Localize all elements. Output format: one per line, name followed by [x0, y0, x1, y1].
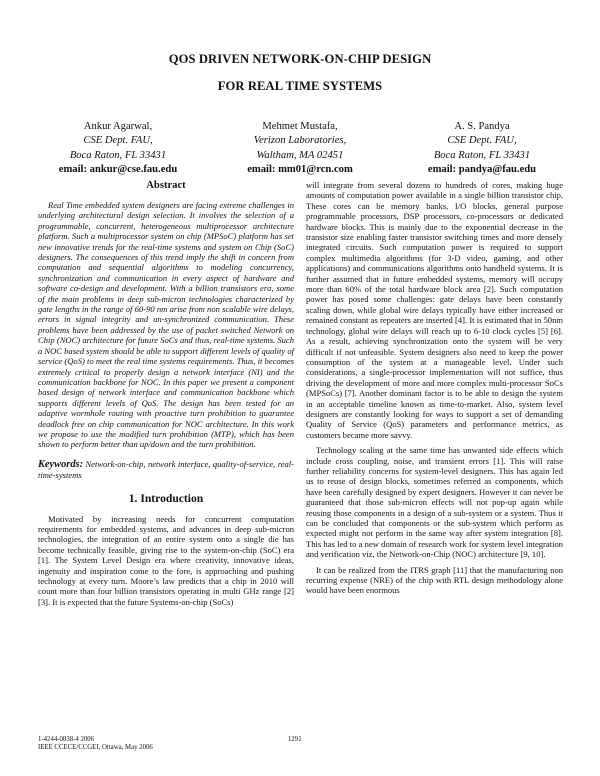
- author-location: Boca Raton, FL 33431: [433, 149, 531, 161]
- keywords: [38, 459, 294, 481]
- author-affiliation: CSE Dept. FAU,: [447, 135, 517, 147]
- right-column: [306, 180, 563, 596]
- footer-conference: IEEE CCECE/CCGEI, Ottawa, May 2006: [38, 744, 153, 752]
- author-name: A. S. Pandya: [454, 121, 510, 132]
- author-block: [28, 120, 208, 178]
- introduction-paragraph: Technology scaling at the same time has unwanted side effects which include cross coupling, noise, and transient errors [1]. This will raise further reliability concerns for system-level designers. This has again led us to reuse of design blocks, sometimes referred as components, which have been carefully designed by expert designers. However it can never be guaranteed that those sub-micron effects will not pop-up again while reusing those components in a design of a sub-system or a system. Thus it can be concluded that components or the sub-system which perform as expected might not perform in the same way after system integration [8]. This has led to a new domain of research work for system level integration and verification viz, the Network-on-Chip (NOC) architecture [9, 10].: [306, 445, 563, 560]
- introduction-paragraph: Motivated by increasing needs for concurrent computation requirements for embedded systems, and advances in deep sub-micron technologies, the integration of an entire system onto a single die has become technically feasible, giving rise to the system-on-chip (SoC) era [1]. The System Level Design era where creativity, innovative ideas, ingenuity and inspiration come to the fore, is approaching and pushing technology at every turn. Moore’s law predicts that a chip in 2010 will count more than four billion transistors operating in multi GHz range [2] [3]. It is expected that the future Systems-on-chip (SoCs): [38, 513, 294, 607]
- footer-isbn: 1-4244-0038-4 2006: [38, 736, 95, 743]
- left-column: [38, 180, 294, 607]
- paper-title-line-1: QOS DRIVEN NETWORK-ON-CHIP DESIGN: [168, 52, 432, 66]
- author-block: [392, 120, 572, 178]
- paper-title-line-2: FOR REAL TIME SYSTEMS: [217, 79, 383, 93]
- page-number: 1291: [288, 736, 302, 743]
- author-block: [210, 120, 390, 178]
- author-email: email: mm01@rcn.com: [247, 164, 353, 176]
- author-email: email: pandya@fau.edu: [427, 164, 537, 176]
- author-location: Waltham, MA 02451: [256, 149, 344, 161]
- introduction-paragraph-continued: will integrate from several dozens to hundreds of cores, making huge amounts of computation power available in a single billion transistor chip. These cores can be memory banks, I/O blocks, general purpose programmable processors, DSP processors, co-processors or dedicated hardware blocks. This is mainly due to the exponential decrease in the transistor size enabling faster transistor switching times and more densely integrated circuits. Such computation power is required to support complex multimedia algorithms (for 3-D video, gaming, and other applications) and communications algorithms onto handheld systems. It is further assumed that in future embedded systems, memory will occupy more than 60% of the total hardware block area [2]. Such computation power has posed some challenges: gate delays have been constantly scaling down, while global wire delays typically have either increased or remained constant as repeaters are inserted [4]. It is estimated that in 50nm technology, global wire delays will reach up to 6-10 clock cycles [5] [6]. As a result, achieving synchronization onto the system will be very difficult if not unfeasible. System designers also need to keep the power consumption of the system at a manageable level. Under such considerations, a single-processor implementation will not suffice, thus driving the development of more and more complex multi-processor SoCs (MPSoCs) [7]. Another dominant factor is to be able to design the system in an acceptable timeline known as time-to-market. Also, system level designers are constantly looking for ways to support a set of demanding Quality of Service (QoS) parameters and performance metrics, as customers became more savvy.: [306, 180, 563, 440]
- keywords-text: Network-on-chip, network interface, quality-of-service, real-time-systems: [38, 458, 294, 481]
- author-affiliation: CSE Dept. FAU,: [83, 135, 153, 147]
- author-name: Ankur Agarwal,: [83, 121, 153, 132]
- author-name: Mehmet Mustafa,: [262, 121, 338, 132]
- abstract-text: Real Time embedded system designers are facing extreme challenges in underlying architectural design selection. It involves the selection of a programmable, concurrent, heterogeneous multiprocessor architecture platform. Such a multiprocessor system on chip (MPSoC) platform has set new innovative trends for the real-time systems and system on Chip (SoC) designers. The consequences of this trend imply the shift in concern from computation and sequential algorithms to modeling concurrency, synchronization and communication in every aspect of hardware and software co-design and development. With a billion transistors era, some of the main problems in deep sub-micron technologies characterized by gate lengths in the range of 60-90 nm arise from non scalable wire delays, errors in signal integrity and un-synchronized communication. These problems have been addressed by the use of packet switched Network on Chip (NOC) architecture for future SoCs and thus, real-time systems. Such a NOC based system should be able to support different levels of quality of service (QoS) to meet the real time systems requirements. Thus, it becomes extremely critical to properly design a network interface (NI) and the communication backbone for NOC. In this paper we present a component based design of network interface and communication backbone which supports different levels of QoS. The design has been tested for an adaptive wormhole routing with proactive turn prohibition to guarantee deadlock free on chip communication for NOC architecture. In this work we propose to use the modified turn prohibition (MTP), which has been shown to perform better than up/down and the turn prohibition.: [38, 200, 294, 450]
- author-email: email: ankur@cse.fau.edu: [58, 164, 178, 176]
- introduction-paragraph: It can be realized from the ITRS graph [11] that the manufacturing non recurring expense (NRE) of the chip with RTL design methodology alone would have been enormous: [306, 564, 563, 596]
- keywords-label: Keywords:: [38, 458, 84, 470]
- abstract-heading: Abstract: [146, 180, 186, 191]
- author-affiliation: Verizon Laboratories,: [253, 135, 347, 147]
- footer-publication-info: [38, 736, 153, 753]
- introduction-heading: 1. Introduction: [128, 491, 204, 505]
- author-location: Boca Raton, FL 33431: [69, 149, 167, 161]
